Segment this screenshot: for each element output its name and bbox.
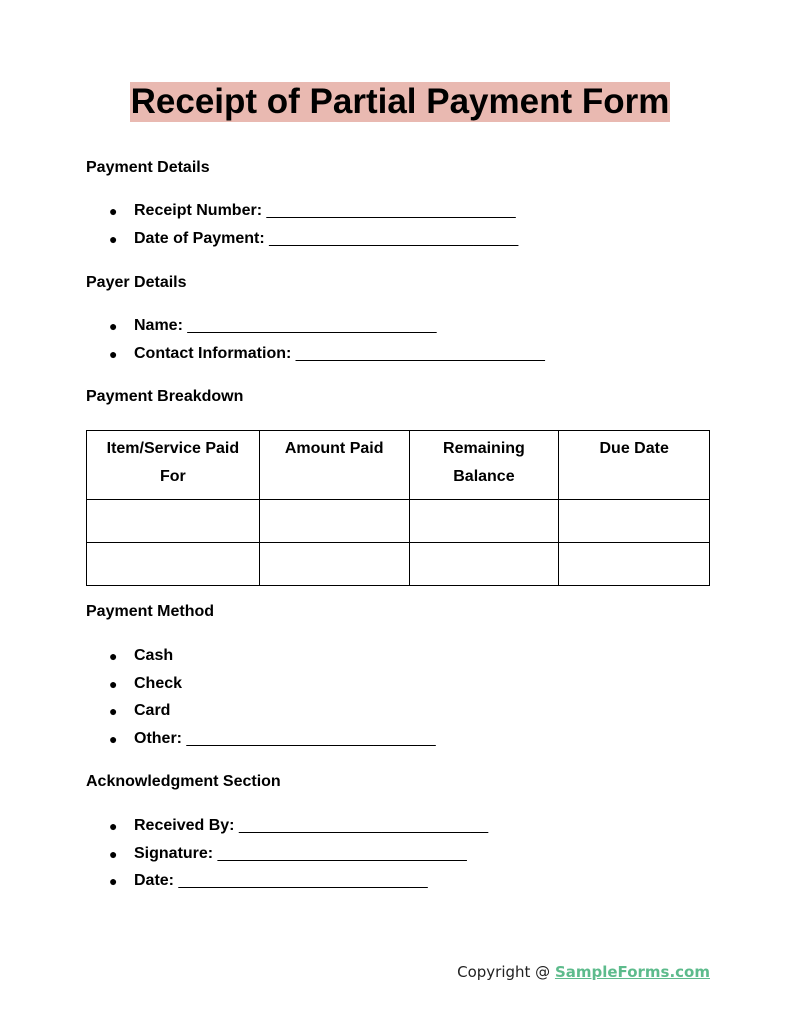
copyright-footer bbox=[457, 963, 710, 981]
bullet-icon: ● bbox=[109, 203, 118, 219]
title-wrapper bbox=[0, 82, 800, 122]
bullet-icon: ● bbox=[109, 873, 118, 890]
signature-blank[interactable]: ____________________________ bbox=[217, 844, 467, 862]
option-label: Card bbox=[134, 702, 171, 720]
received-by-blank[interactable]: ____________________________ bbox=[238, 817, 489, 834]
field-received-by bbox=[86, 816, 488, 844]
bullet-icon: ● bbox=[109, 845, 118, 862]
field-label: Other: bbox=[134, 730, 182, 748]
field-date-of-payment bbox=[86, 229, 518, 257]
table-row bbox=[87, 543, 710, 586]
date-of-payment-blank[interactable]: ____________________________ bbox=[269, 229, 519, 247]
acknowledgment-list bbox=[86, 816, 488, 899]
payment-details-list bbox=[86, 201, 518, 256]
payment-details-heading: Payment Details bbox=[86, 159, 210, 176]
option-check[interactable] bbox=[86, 674, 436, 702]
bullet-icon: ● bbox=[109, 818, 118, 834]
table-header-row bbox=[87, 431, 710, 500]
table-cell[interactable] bbox=[559, 500, 710, 543]
bullet-icon: ● bbox=[109, 675, 118, 692]
table-cell[interactable] bbox=[259, 500, 409, 543]
payment-method-heading: Payment Method bbox=[86, 603, 215, 620]
field-signature bbox=[86, 844, 488, 872]
bullet-icon: ● bbox=[109, 230, 118, 247]
copyright-text: Copyright @ bbox=[457, 963, 555, 981]
field-date bbox=[86, 871, 488, 899]
bullet-icon: ● bbox=[109, 703, 118, 720]
field-label: Date of Payment: bbox=[134, 229, 265, 247]
name-blank[interactable]: ____________________________ bbox=[187, 317, 437, 334]
option-other bbox=[86, 729, 436, 757]
field-label: Contact Information: bbox=[134, 344, 292, 362]
table-cell[interactable] bbox=[409, 500, 559, 543]
option-label: Check bbox=[134, 674, 183, 692]
bullet-icon: ● bbox=[109, 318, 118, 334]
payment-breakdown-heading: Payment Breakdown bbox=[86, 388, 244, 405]
bullet-icon: ● bbox=[109, 731, 118, 748]
field-label: Received By: bbox=[134, 817, 235, 834]
date-blank[interactable]: ____________________________ bbox=[178, 872, 428, 890]
acknowledgment-heading: Acknowledgment Section bbox=[86, 773, 281, 790]
table-cell[interactable] bbox=[559, 543, 710, 586]
other-blank[interactable]: ____________________________ bbox=[186, 730, 436, 748]
column-header: Item/Service Paid For bbox=[87, 431, 260, 500]
payer-details-heading: Payer Details bbox=[86, 274, 187, 291]
payment-breakdown-table bbox=[86, 430, 710, 586]
field-receipt-number bbox=[86, 201, 518, 229]
option-cash[interactable] bbox=[86, 646, 436, 674]
receipt-number-blank[interactable]: ____________________________ bbox=[266, 202, 516, 219]
field-contact-information bbox=[86, 344, 545, 372]
payer-details-list bbox=[86, 316, 545, 371]
field-label: Signature: bbox=[134, 844, 214, 862]
table-cell[interactable] bbox=[87, 543, 260, 586]
page-title: Receipt of Partial Payment Form bbox=[130, 82, 670, 121]
column-header: Due Date bbox=[559, 431, 710, 500]
bullet-icon: ● bbox=[109, 648, 118, 664]
field-label: Date: bbox=[134, 872, 175, 890]
table-cell[interactable] bbox=[409, 543, 559, 586]
contact-information-blank[interactable]: ____________________________ bbox=[295, 344, 545, 362]
field-name bbox=[86, 316, 545, 344]
column-header: Amount Paid bbox=[259, 431, 409, 500]
table-cell[interactable] bbox=[87, 500, 260, 543]
table-cell[interactable] bbox=[259, 543, 409, 586]
column-header: Remaining Balance bbox=[409, 431, 559, 500]
field-label: Receipt Number: bbox=[134, 202, 263, 219]
bullet-icon: ● bbox=[109, 345, 118, 362]
payment-method-list bbox=[86, 646, 436, 757]
option-label: Cash bbox=[134, 647, 174, 664]
table-row bbox=[87, 500, 710, 543]
field-label: Name: bbox=[134, 317, 183, 334]
option-card[interactable] bbox=[86, 701, 436, 729]
brand-link[interactable]: SampleForms.com bbox=[554, 963, 710, 981]
